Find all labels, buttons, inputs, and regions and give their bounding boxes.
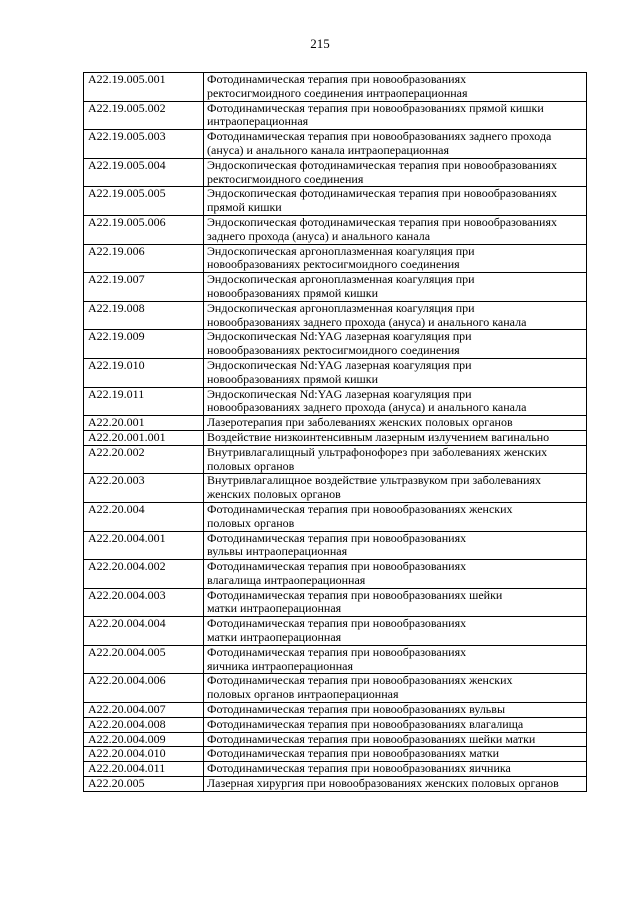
- procedure-description: Воздействие низкоинтенсивным лазерным излучением вагинально: [204, 430, 587, 445]
- procedure-description: Фотодинамическая терапия при новообразованиях влагалища интраоперационная: [204, 560, 587, 589]
- procedure-description: Эндоскопическая фотодинамическая терапия при новообразованиях заднего прохода (ануса) и анального канала: [204, 215, 587, 244]
- table-row: [84, 130, 587, 159]
- table-row: [84, 430, 587, 445]
- procedure-description: Фотодинамическая терапия при новообразованиях матки: [204, 747, 587, 762]
- procedure-code: A22.20.001: [84, 416, 204, 431]
- procedure-description: Фотодинамическая терапия при новообразованиях шейки матки интраоперационная: [204, 588, 587, 617]
- procedure-code: A22.19.005.006: [84, 215, 204, 244]
- table-row: [84, 732, 587, 747]
- procedure-code: A22.19.005.004: [84, 158, 204, 187]
- procedure-description: Фотодинамическая терапия при новообразованиях женских половых органов: [204, 502, 587, 531]
- table-row: [84, 645, 587, 674]
- procedure-code: A22.20.004.006: [84, 674, 204, 703]
- procedure-code: A22.19.005.003: [84, 130, 204, 159]
- table-row: [84, 617, 587, 646]
- procedure-code: A22.19.007: [84, 273, 204, 302]
- procedure-code: A22.19.011: [84, 387, 204, 416]
- procedure-code: A22.20.002: [84, 445, 204, 474]
- procedure-code: A22.19.008: [84, 301, 204, 330]
- procedure-table-body: [84, 73, 587, 792]
- table-row: [84, 358, 587, 387]
- procedure-description: Фотодинамическая терапия при новообразованиях прямой кишки интраоперационная: [204, 101, 587, 130]
- table-row: [84, 445, 587, 474]
- procedure-description: Эндоскопическая фотодинамическая терапия при новообразованиях прямой кишки: [204, 187, 587, 216]
- procedure-description: Фотодинамическая терапия при новообразованиях яичника интраоперационная: [204, 645, 587, 674]
- table-row: [84, 301, 587, 330]
- procedure-code: A22.20.004: [84, 502, 204, 531]
- procedure-code: A22.20.004.008: [84, 717, 204, 732]
- procedure-description: Эндоскопическая Nd:YAG лазерная коагуляция при новообразованиях заднего прохода (ануса) и анального канала: [204, 387, 587, 416]
- procedure-description: Эндоскопическая Nd:YAG лазерная коагуляция при новообразованиях ректосигмоидного соединения: [204, 330, 587, 359]
- table-row: [84, 747, 587, 762]
- procedure-code: A22.19.005.002: [84, 101, 204, 130]
- procedure-code: A22.20.004.002: [84, 560, 204, 589]
- procedure-code: A22.20.005: [84, 777, 204, 792]
- procedure-code: A22.19.006: [84, 244, 204, 273]
- procedure-description: Внутривлагалищное воздействие ультразвуком при заболеваниях женских половых органов: [204, 474, 587, 503]
- table-row: [84, 474, 587, 503]
- table-row: [84, 73, 587, 102]
- procedure-description: Эндоскопическая аргоноплазменная коагуляция при новообразованиях прямой кишки: [204, 273, 587, 302]
- procedure-code: A22.20.004.001: [84, 531, 204, 560]
- procedure-description: Лазерная хирургия при новообразованиях женских половых органов: [204, 777, 587, 792]
- procedure-code: A22.20.004.010: [84, 747, 204, 762]
- table-row: [84, 330, 587, 359]
- procedure-description: Фотодинамическая терапия при новообразованиях вульвы: [204, 703, 587, 718]
- page-number: 215: [310, 36, 330, 51]
- procedure-description: Эндоскопическая фотодинамическая терапия при новообразованиях ректосигмоидного соединения: [204, 158, 587, 187]
- procedure-code: A22.19.010: [84, 358, 204, 387]
- procedure-code: A22.20.004.011: [84, 762, 204, 777]
- table-row: [84, 244, 587, 273]
- procedure-description: Внутривлагалищный ультрафонофорез при заболеваниях женских половых органов: [204, 445, 587, 474]
- table-row: [84, 502, 587, 531]
- procedure-code: A22.20.004.009: [84, 732, 204, 747]
- table-row: [84, 703, 587, 718]
- procedure-description: Фотодинамическая терапия при новообразованиях шейки матки: [204, 732, 587, 747]
- procedure-description: Лазеротерапия при заболеваниях женских половых органов: [204, 416, 587, 431]
- procedure-code: A22.19.009: [84, 330, 204, 359]
- procedure-code: A22.20.004.003: [84, 588, 204, 617]
- procedure-code: A22.20.003: [84, 474, 204, 503]
- table-row: [84, 416, 587, 431]
- procedure-description: Фотодинамическая терапия при новообразованиях яичника: [204, 762, 587, 777]
- table-row: [84, 387, 587, 416]
- procedure-description: Фотодинамическая терапия при новообразованиях ректосигмоидного соединения интраоперационная: [204, 73, 587, 102]
- table-row: [84, 560, 587, 589]
- procedure-description: Эндоскопическая аргоноплазменная коагуляция при новообразованиях ректосигмоидного соединения: [204, 244, 587, 273]
- procedure-table: [83, 72, 587, 792]
- table-row: [84, 588, 587, 617]
- procedure-code: A22.20.004.007: [84, 703, 204, 718]
- table-row: [84, 717, 587, 732]
- table-row: [84, 674, 587, 703]
- table-row: [84, 531, 587, 560]
- table-row: [84, 273, 587, 302]
- table-row: [84, 777, 587, 792]
- procedure-code: A22.20.004.005: [84, 645, 204, 674]
- procedure-description: Фотодинамическая терапия при новообразованиях матки интраоперационная: [204, 617, 587, 646]
- procedure-description: Фотодинамическая терапия при новообразованиях женских половых органов интраоперационная: [204, 674, 587, 703]
- procedure-code: A22.20.004.004: [84, 617, 204, 646]
- table-row: [84, 762, 587, 777]
- procedure-code: A22.20.001.001: [84, 430, 204, 445]
- procedure-description: Эндоскопическая аргоноплазменная коагуляция при новообразованиях заднего прохода (ануса) и анального канала: [204, 301, 587, 330]
- table-row: [84, 187, 587, 216]
- procedure-code: A22.19.005.001: [84, 73, 204, 102]
- procedure-description: Эндоскопическая Nd:YAG лазерная коагуляция при новообразованиях прямой кишки: [204, 358, 587, 387]
- table-row: [84, 158, 587, 187]
- table-row: [84, 101, 587, 130]
- procedure-code: A22.19.005.005: [84, 187, 204, 216]
- procedure-description: Фотодинамическая терапия при новообразованиях заднего прохода (ануса) и анального канала интраоперационная: [204, 130, 587, 159]
- procedure-description: Фотодинамическая терапия при новообразованиях влагалища: [204, 717, 587, 732]
- procedure-description: Фотодинамическая терапия при новообразованиях вульвы интраоперационная: [204, 531, 587, 560]
- table-row: [84, 215, 587, 244]
